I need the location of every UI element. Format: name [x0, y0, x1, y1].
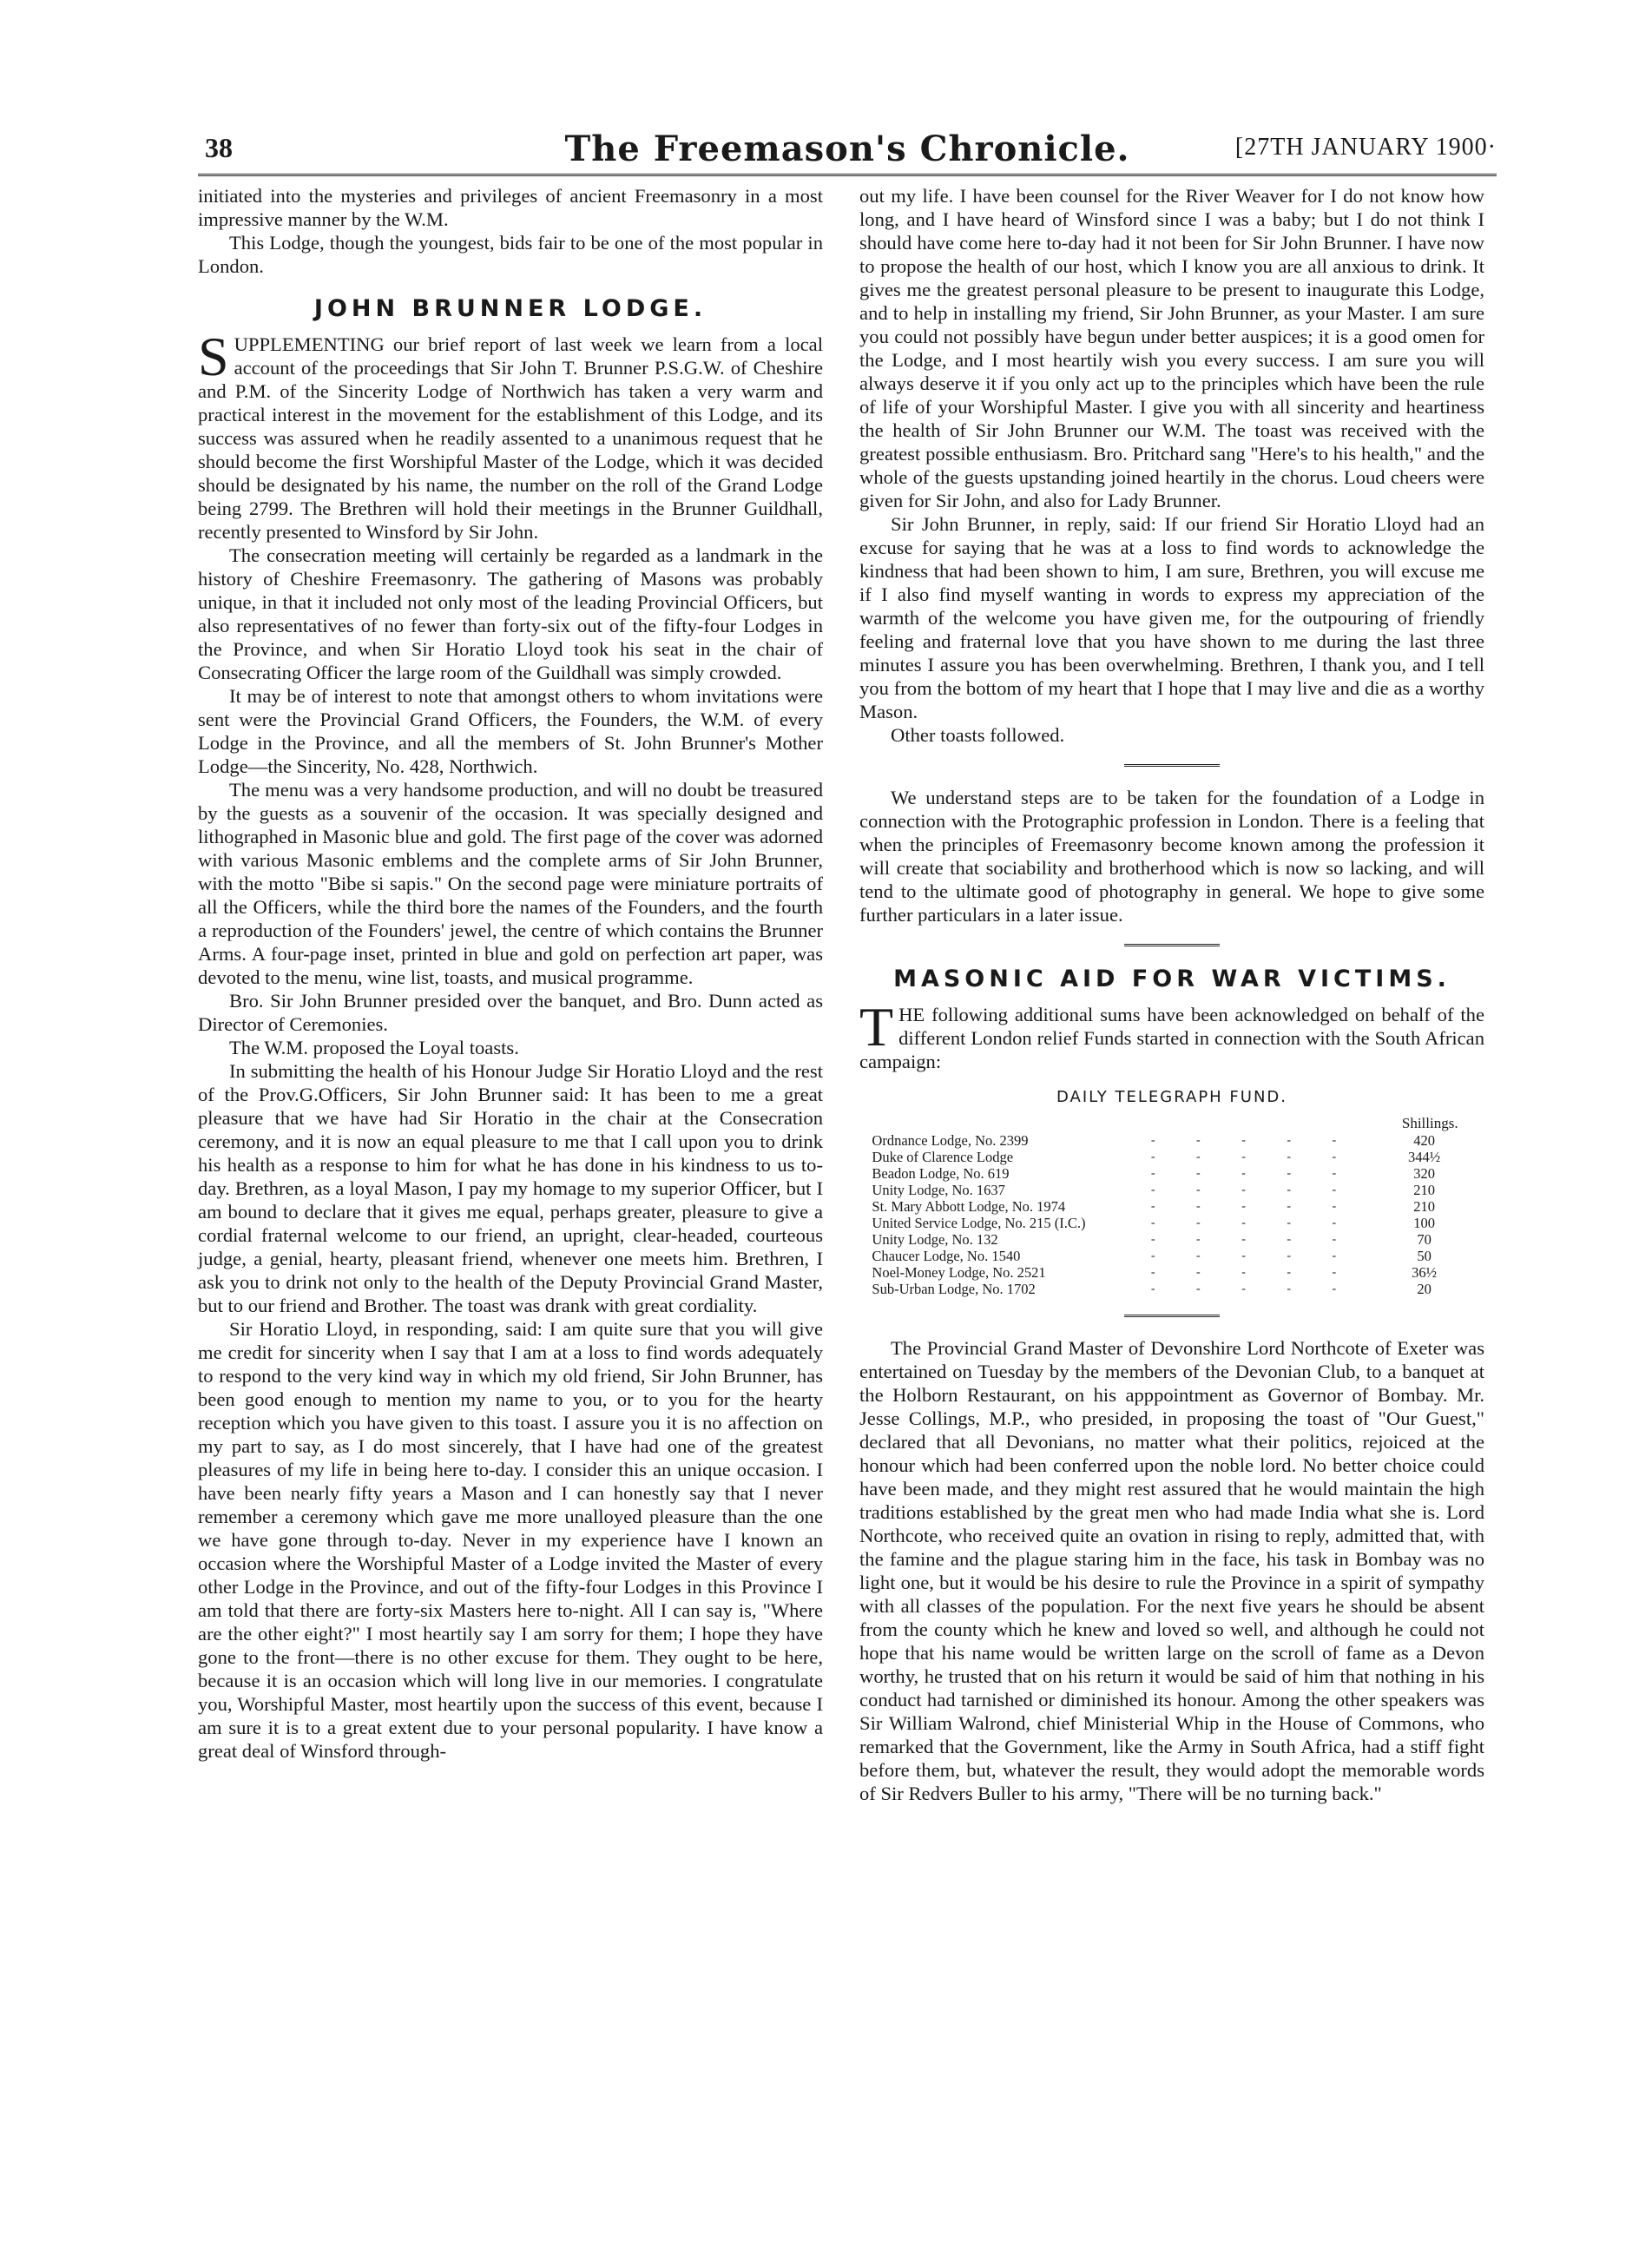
- lodge-name: Chaucer Lodge, No. 1540: [872, 1248, 1021, 1264]
- fund-row: [872, 1132, 1471, 1149]
- article-paragraph: It may be of interest to note that amongst others to whom invitations were sent were the Provincial Grand Officers, the Founders, the W.M. of every Lodge in the Province, and all the members of St. John Brunner's Mother Lodge—the Sincerity, No. 428, Northwich.: [198, 685, 823, 777]
- fund-row: [872, 1198, 1471, 1215]
- intro-paragraph-2: This Lodge, though the youngest, bids fair to be one of the most popular in London.: [198, 232, 823, 277]
- article-paragraph: In submitting the health of his Honour Judge Sir Horatio Lloyd and the rest of the Prov.G.Officers, Sir John Brunner said: It has been to me a great pleasure that we have had Sir Horatio in the chair at the Consecration ceremony, and it is now an equal pleasure to me that I call upon you to drink his health as a response to him for what he has done in his kindness to us to-day. Brethren, as a loyal Mason, I pay my homage to my superior Officer, but I am bound to declare that it gives me equal, perhaps greater, pleasure to give a cordial fraternal welcome to our friend, an upright, clear-headed, courteous judge, a genial, hearty, pleasant friend, whenever one meets him. Brethren, I ask you to drink not only to the health of the Deputy Provincial Grand Master, but to our friend and Brother. The toast was drank with great cordiality.: [198, 1060, 823, 1316]
- brunner-first-text: UPPLEMENTING our brief report of last week we learn from a local account of the proceedings that Sir John T. Brunner P.S.G.W. of Cheshire and P.M. of the Sincerity Lodge of Northwich has taken a very warm and practical interest in the movement for the establishment of this Lodge, and its success was assured when he readily assented to a unanimous request that he should become the first Worshipful Master of the Lodge, which it was decided should be designated by his name, the number on the roll of the Grand Lodge being 2799. The Brethren will hold their meetings in the Brunner Guildhall, recently presented to Winsford by Sir John.: [198, 333, 823, 543]
- lodge-amount: 320: [1413, 1165, 1435, 1182]
- drop-cap-s: S: [198, 326, 229, 387]
- fund-title: DAILY TELEGRAPH FUND.: [1056, 1088, 1287, 1106]
- article-paragraph: The menu was a very handsome production, and will no doubt be treasured by the guests as a souvenir of the occasion. It was specially designed and lithographed in Masonic blue and gold. The first page of the cover was adorned with various Masonic emblems and the complete arms of Sir John Brunner, with the motto "Bibe si sapis." On the second page were miniature portraits of all the Officers, while the third bore the names of the Founders, and the fourth a reproduction of the Founders' jewel, the centre of which contains the Brunner Arms. A four-page inset, printed in blue and gold on perfection art paper, was devoted to the menu, wine list, toasts, and musical programme.: [198, 779, 823, 988]
- war-intro-paragraph: [859, 996, 1484, 1073]
- fund-row: [872, 1281, 1471, 1297]
- leader-dots: - - - - -: [1150, 1216, 1356, 1229]
- reply-paragraph: Sir John Brunner, in reply, said: If our friend Sir Horatio Lloyd had an excuse for saying that he was at a loss to find words to acknowledge the kindness that had been shown to him, I am sure, Brethren, you will excuse me if I also find myself wanting in words to express my appreciation of the warmth of the welcome you have given me, for the outpouring of friendly feeling and fraternal love that you have shown to me during the last three minutes I assure you has been overwhelming. Brethren, I thank you, and I tell you from the bottom of my heart that I hope that I may live and die as a worthy Mason.: [859, 513, 1484, 722]
- lodge-name: United Service Lodge, No. 215 (I.C.): [872, 1215, 1086, 1231]
- intro-paragraph-1: initiated into the mysteries and privileges of ancient Freemasonry in a most impressive manner by the W.M.: [198, 185, 823, 230]
- lodge-name: Duke of Clarence Lodge: [872, 1149, 1014, 1165]
- page-number: 38: [205, 132, 233, 163]
- leader-dots: - - - - -: [1150, 1183, 1356, 1196]
- section-divider: [1124, 1315, 1220, 1319]
- lodge-name: Unity Lodge, No. 1637: [872, 1182, 1005, 1198]
- lodge-name: Ordnance Lodge, No. 2399: [872, 1132, 1029, 1149]
- leader-dots: - - - - -: [1150, 1233, 1356, 1246]
- article-paragraph: Bro. Sir John Brunner presided over the banquet, and Bro. Dunn acted as Director of Ceremonies.: [198, 990, 823, 1035]
- lodge-name: Noel-Money Lodge, No. 2521: [872, 1264, 1046, 1281]
- lodge-amount: 50: [1417, 1248, 1432, 1264]
- fund-row: [872, 1165, 1471, 1182]
- section-divider: [1124, 764, 1220, 768]
- fund-row: [872, 1149, 1471, 1165]
- john-brunner-lodge-heading: JOHN BRUNNER LODGE.: [313, 295, 708, 322]
- leader-dots: - - - - -: [1150, 1266, 1356, 1279]
- lodge-amount: 20: [1417, 1281, 1432, 1297]
- continued-paragraph: out my life. I have been counsel for the River Weaver for I do not know how long, and I have heard of Winsford since I was a baby; but I do not think I should have come here to-day had it not been for Sir John Brunner. I have now to propose the health of our host, which I know you are all anxious to drink. It gives me the greatest personal pleasure to be present to inaugurate this Lodge, and to help in installing my friend, Sir John Brunner, as your Master. I am sure you could not possibly have begun under better auspices; it is a good omen for the Lodge, and I most heartily wish you every success. I am sure you will always deserve it if you only act up to the principles which have been the rule of life of your Worshipful Master. I give you with all sincerity and heartiness the health of Sir John Brunner our W.M. The toast was received with the greatest possible enthusiasm. Bro. Pritchard sang "Here's to his health," and the whole of the guests upstanding joined heartily in the chorus. Loud cheers were given for Sir John, and also for Lady Brunner.: [859, 185, 1484, 511]
- brunner-first-paragraph: [198, 326, 823, 544]
- fund-row: [872, 1248, 1471, 1264]
- article-paragraph: The W.M. proposed the Loyal toasts.: [229, 1037, 519, 1058]
- devonshire-paragraph: The Provincial Grand Master of Devonshire Lord Northcote of Exeter was entertained on Tuesday by the members of the Devonian Club, to a banquet at the Holborn Restaurant, on his apppointment as Governor of Bombay. Mr. Jesse Collings, M.P., who presided, in proposing the toast of "Our Guest," declared that all Devonians, no matter what their politics, rejoiced at the honour which had been conferred upon the noble lord. No better choice could have been made, and they might rest assured that he would maintain the high traditions established by the great men who had made India what she is. Lord Northcote, who received quite an ovation in rising to reply, admitted that, with the famine and the plague staring him in the face, his task in Bombay was no light one, but it would be his desire to rule the Province in a spirit of sympathy with all classes of the population. For the next five years he should be absent from the county which he knew and loved so well, and although he could not hope that his name would be written large on the scroll of fame as a Devon worthy, he trusted that on his return it would be said of him that nothing in his conduct had tarnished or diminished its honour. Among the other speakers was Sir William Walrond, chief Ministerial Whip in the House of Commons, who remarked that the Government, like the Army in South Africa, had a stiff fight before them, but, whatever the result, they would adopt the memorable words of Sir Redvers Buller to his army, "There will be no turning back.": [859, 1337, 1484, 1804]
- lodge-amount: 36½: [1412, 1264, 1438, 1281]
- other-toasts-paragraph: Other toasts followed.: [891, 724, 1065, 746]
- page-header: [198, 127, 1497, 168]
- lodge-name: St. Mary Abbott Lodge, No. 1974: [872, 1198, 1066, 1215]
- right-column: [859, 184, 1484, 1805]
- lodge-amount: 344½: [1408, 1149, 1441, 1165]
- header-rule: [198, 174, 1497, 176]
- war-victims-heading: MASONIC AID FOR WAR VICTIMS.: [893, 966, 1451, 992]
- fund-row: [872, 1264, 1471, 1281]
- issue-date: [27TH JANUARY 1900·: [1234, 134, 1497, 161]
- lodge-name: Unity Lodge, No. 132: [872, 1231, 998, 1248]
- article-paragraph: Sir Horatio Lloyd, in responding, said: I am quite sure that you will give me credit for sincerity when I say that I am at a loss to find words adequately to respond to the very kind way in which my old friend, Sir John Brunner, has been good enough to mention my name to you, or to you for the hearty reception which you have given to this toast. I assure you it is no affection on my part to say, as I do most sincerely, that I have had one of the greatest pleasures of my life in being here to-day. I consider this an unique occasion. I have been nearly fifty years a Mason and I can honestly say that I never remember a ceremony which gave me more unalloyed pleasure than the one we have gone through to-day. Never in my experience have I known an occasion where the Worshipful Master of a Lodge invited the Master of every other Lodge in the Province, and out of the fifty-four Lodges in this Province I am told that there are forty-six Masters here to-night. All I can say is, "Where are the other eight?" I most heartily say I am sorry for them; I hope they have gone to the front—there is no other excuse for them. They ought to be here, because it is an occasion which will long live in our memories. I congratulate you, Worshipful Master, most heartily upon the success of this event, because I am sure it is to a great extent due to your personal popularity. I have know a great deal of Winsford through-: [198, 1318, 823, 1762]
- leader-dots: - - - - -: [1150, 1167, 1356, 1180]
- lodge-amount: 70: [1417, 1231, 1432, 1248]
- leader-dots: - - - - -: [1150, 1249, 1356, 1262]
- leader-dots: - - - - -: [1150, 1282, 1356, 1295]
- leader-dots: - - - - -: [1150, 1200, 1356, 1213]
- lodge-name: Beadon Lodge, No. 619: [872, 1165, 1010, 1182]
- fund-row: [872, 1182, 1471, 1198]
- section-divider: [1124, 944, 1220, 948]
- leader-dots: - - - - -: [1150, 1150, 1356, 1163]
- lodge-amount: 100: [1413, 1215, 1435, 1231]
- article-paragraph: The consecration meeting will certainly be regarded as a landmark in the history of Cheshire Freemasonry. The gathering of Masons was probably unique, in that it included not only most of the leading Provincial Officers, but also representatives of no fewer than forty-six out of the fifty-four Lodges in the Province, and when Sir Horatio Lloyd took his seat in the chair of Consecrating Officer the large room of the Guildhall was simply crowded.: [198, 544, 823, 683]
- left-column: [198, 184, 823, 1763]
- fund-table: [872, 1114, 1471, 1297]
- lodge-amount: 420: [1413, 1132, 1435, 1149]
- drop-cap-t: T: [859, 996, 894, 1058]
- lodge-amount: 210: [1413, 1198, 1435, 1215]
- leader-dots: - - - - -: [1150, 1134, 1356, 1147]
- lodge-amount: 210: [1413, 1182, 1435, 1198]
- photographic-lodge-paragraph: We understand steps are to be taken for the foundation of a Lodge in connection with the Protographic profession in London. There is a feeling that when the principles of Freemasonry become known among the profession it will create that sociability and brotherhood which is now so lacking, and will tend to the ultimate good of photography in general. We hope to give some further particulars in a later issue.: [859, 787, 1484, 926]
- publication-title: The Freemason's Chronicle.: [564, 129, 1130, 169]
- fund-row: [872, 1215, 1471, 1231]
- fund-unit-header: Shillings.: [1401, 1115, 1458, 1131]
- war-intro-text: HE following additional sums have been acknowledged on behalf of the different London relief Funds started in connection with the South African campaign:: [859, 1004, 1484, 1072]
- lodge-name: Sub-Urban Lodge, No. 1702: [872, 1281, 1036, 1297]
- fund-row: [872, 1231, 1471, 1248]
